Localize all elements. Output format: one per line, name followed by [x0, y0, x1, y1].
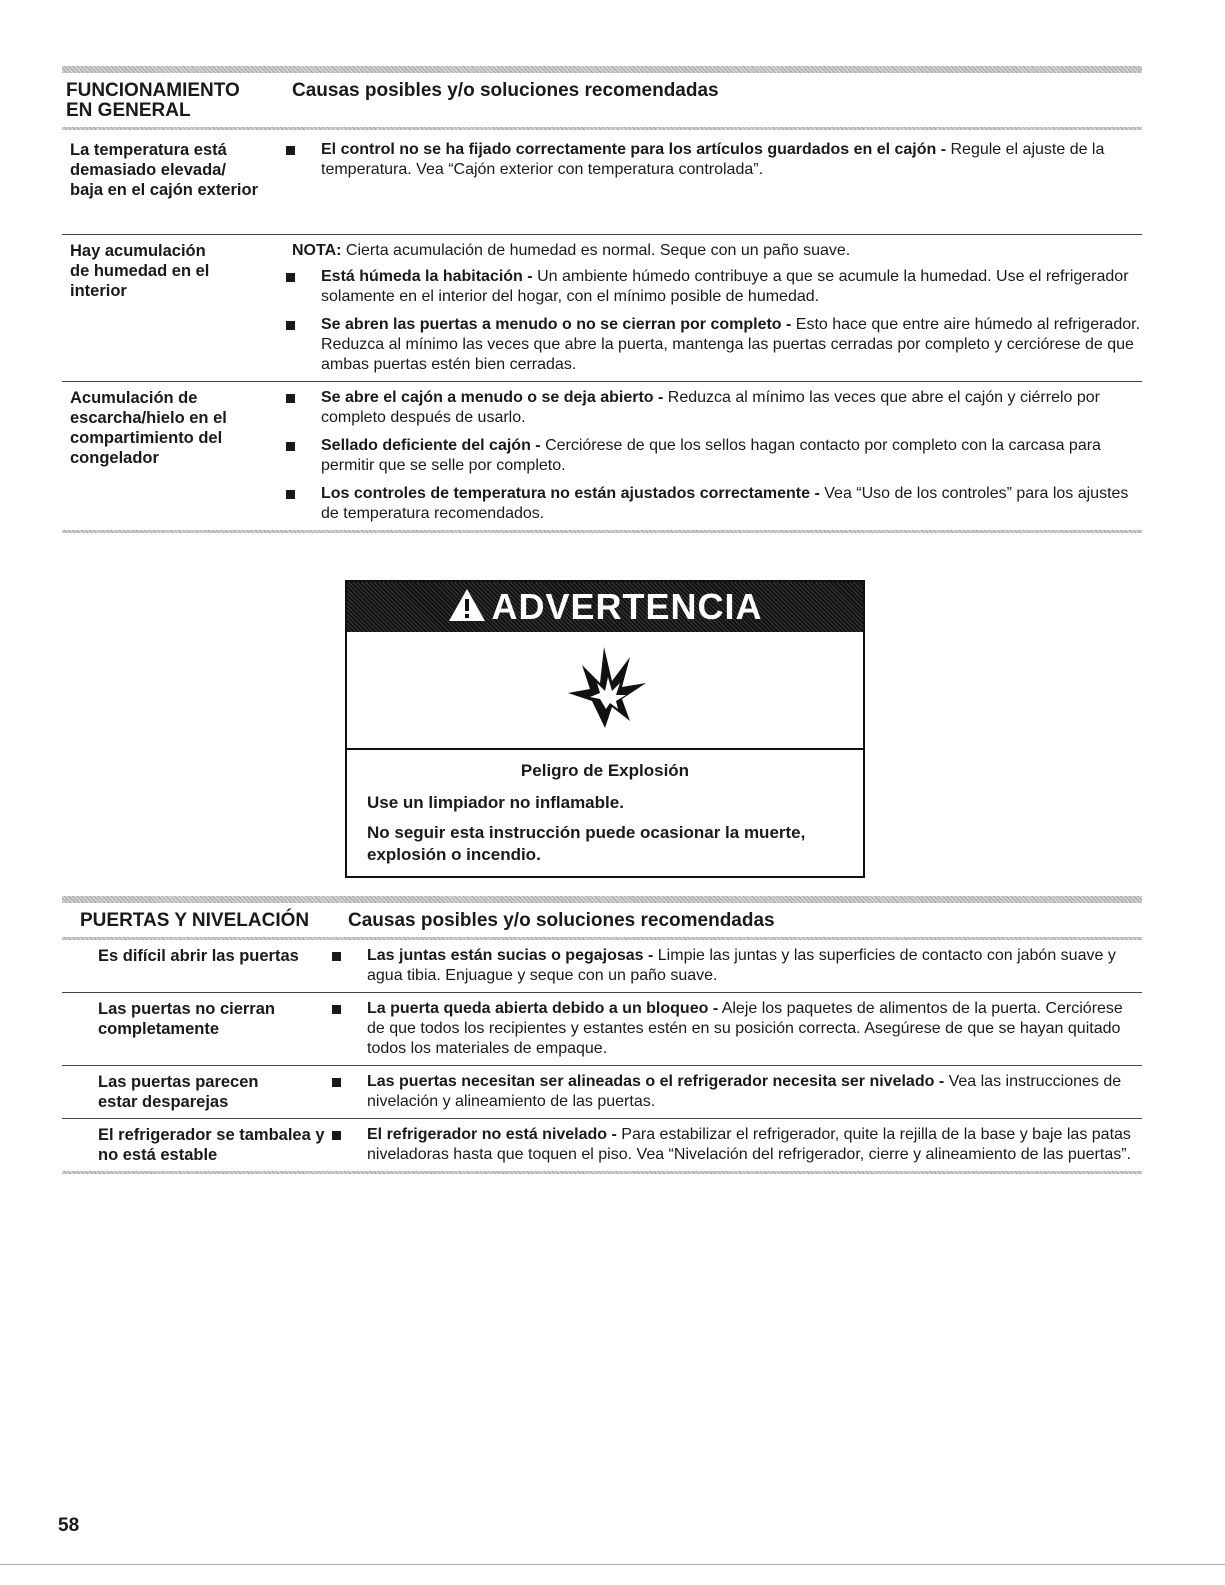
row-title: Las puertas parecen estar desparejas	[98, 1073, 259, 1111]
bullet-icon	[332, 952, 341, 961]
solution-text: Vea las instrucciones de nivelación y alineamiento de las puertas.	[367, 1073, 1122, 1110]
table-row	[62, 130, 1142, 235]
bottom-rule	[62, 530, 1142, 533]
cause-label: Se abren las puertas a menudo o no se cierran por completo -	[321, 316, 792, 333]
troubleshooting-table-doors	[62, 896, 1142, 1174]
cause-label: Sellado deficiente del cajón -	[321, 437, 541, 454]
explosion-icon	[560, 643, 650, 738]
table-header	[62, 903, 1142, 937]
top-hatch-band	[62, 66, 1142, 73]
page-bottom-rule	[0, 1564, 1225, 1565]
header-right: Causas posibles y/o soluciones recomendadas	[348, 910, 775, 931]
table-row	[62, 993, 1142, 1066]
table-row	[62, 235, 1142, 382]
header-left: FUNCIONAMIENTO EN GENERAL	[66, 80, 240, 121]
table-row	[62, 940, 1142, 993]
warning-consequence: No seguir esta instrucción puede ocasionar la muerte, explosión o incendio.	[367, 823, 806, 864]
warning-instruction: Use un limpiador no inflamable.	[367, 793, 624, 812]
table-row	[62, 1119, 1142, 1171]
cause-label: El control no se ha fijado correctamente para los artículos guardados en el cajón -	[321, 141, 947, 158]
bullet-icon	[332, 1005, 341, 1014]
list-item	[348, 946, 1142, 986]
warning-triangle-icon	[447, 587, 487, 628]
hazard-title: Peligro de Explosión	[520, 761, 690, 780]
cause-label: Las juntas están sucias o pegajosas -	[367, 947, 654, 964]
bottom-rule	[62, 1171, 1142, 1174]
bullet-icon	[332, 1078, 341, 1087]
cause-label: Se abre el cajón a menudo o se deja abierto -	[321, 389, 664, 406]
table-row	[62, 382, 1142, 530]
list-item	[292, 388, 1142, 428]
warning-title: ADVERTENCIA	[491, 586, 763, 627]
warning-header	[347, 582, 863, 632]
cause-label: La puerta queda abierta debido a un bloqueo -	[367, 1000, 719, 1017]
solution-text: Aleje los paquetes de alimentos de la puerta. Cerciórese de que todos los recipientes y estantes estén en su posición correcta. Asegúrese de que se hayan quitado todos los materiales de empaque.	[367, 1000, 1123, 1057]
solution-text: Cerciórese de que los sellos hagan contacto por completo con la carcasa para permitir que se selle por completo.	[321, 437, 1101, 474]
bullet-icon	[286, 394, 295, 403]
solution-text: Para estabilizar el refrigerador, quite la rejilla de la base y baje las patas niveladoras hasta que toquen el piso. Vea “Nivelación del refrigerador, cierre y alineamiento de las puertas”.	[367, 1126, 1131, 1163]
bullet-icon	[286, 146, 295, 155]
solution-text: Reduzca al mínimo las veces que abre el cajón y ciérrelo por completo después de usarlo.	[321, 389, 1100, 426]
row-title: Es difícil abrir las puertas	[98, 947, 299, 965]
list-item	[348, 1072, 1142, 1112]
list-item	[292, 267, 1142, 307]
bullet-icon	[286, 490, 295, 499]
bullet-icon	[286, 442, 295, 451]
solution-text: Limpie las juntas y las superficies de contacto con jabón suave y agua tibia. Enjuague y seque con un paño suave.	[367, 947, 1116, 984]
list-item	[292, 315, 1142, 375]
page-number: 58	[58, 1515, 80, 1536]
warning-box	[345, 580, 865, 878]
solution-text: Vea “Uso de los controles” para los ajustes de temperatura recomendados.	[321, 485, 1129, 522]
bullet-icon	[332, 1131, 341, 1140]
top-hatch-band	[62, 896, 1142, 903]
row-title: Hay acumulación de humedad en el interior	[70, 242, 210, 300]
header-left: PUERTAS Y NIVELACIÓN	[80, 910, 310, 931]
row-title: La temperatura está demasiado elevada/ baja en el cajón exterior	[70, 141, 258, 199]
row-title: El refrigerador se tambalea y no está estable	[98, 1126, 325, 1164]
list-item	[292, 484, 1142, 524]
cause-label: Las puertas necesitan ser alineadas o el refrigerador necesita ser nivelado -	[367, 1073, 945, 1090]
row-title: Las puertas no cierran completamente	[98, 1000, 275, 1038]
solution-text: Un ambiente húmedo contribuye a que se acumule la humedad. Use el refrigerador solamente en el interior del hogar, con el mínimo posible de humedad.	[321, 268, 1129, 305]
header-right: Causas posibles y/o soluciones recomendadas	[292, 80, 719, 101]
troubleshooting-table-general	[62, 66, 1142, 533]
list-item	[292, 140, 1142, 180]
list-item	[348, 1125, 1142, 1165]
note	[292, 241, 1142, 261]
cause-label: El refrigerador no está nivelado -	[367, 1126, 617, 1143]
note-label: NOTA:	[292, 242, 342, 259]
bullet-icon	[286, 321, 295, 330]
bullet-icon	[286, 273, 295, 282]
table-row	[62, 1066, 1142, 1119]
cause-label: Está húmeda la habitación -	[321, 268, 533, 285]
list-item	[292, 436, 1142, 476]
solution-text: Esto hace que entre aire húmedo al refrigerador. Reduzca al mínimo las veces que abre la puerta, mantenga las puertas cerradas por completo y cerciórese de que ambas puertas estén bien cerradas.	[321, 316, 1141, 373]
list-item	[348, 999, 1142, 1059]
table-header	[62, 73, 1142, 127]
note-text: Cierta acumulación de humedad es normal. Seque con un paño suave.	[345, 242, 851, 259]
cause-label: Los controles de temperatura no están ajustados correctamente -	[321, 485, 820, 502]
solution-text: Regule el ajuste de la temperatura. Vea “Cajón exterior con temperatura controlada”.	[321, 141, 1105, 178]
row-title: Acumulación de escarcha/hielo en el compartimiento del congelador	[70, 389, 227, 467]
